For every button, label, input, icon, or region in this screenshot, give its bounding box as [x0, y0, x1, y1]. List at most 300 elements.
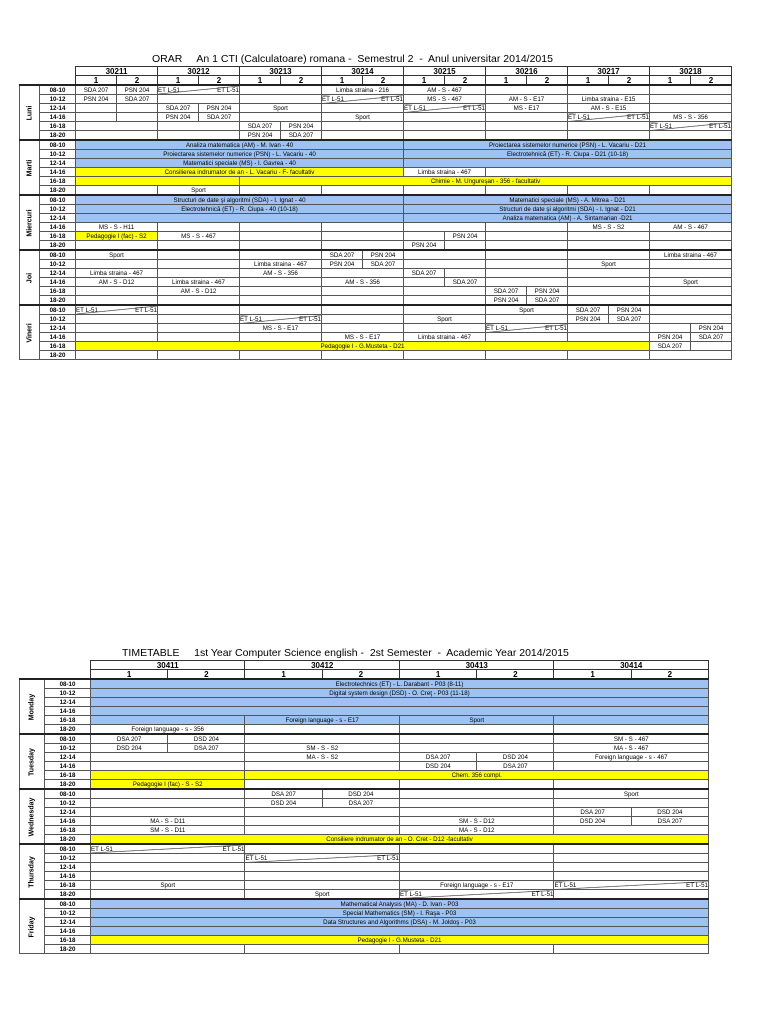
class-cell — [650, 95, 732, 104]
class-cell — [76, 324, 158, 333]
class-cell: Electrotehnică (ET) - R. Ciupa - 40 (10-18) — [76, 205, 404, 214]
lab-cell: ET L-51 ET L-51 — [486, 324, 567, 332]
lab-cell: ET L-51 ET L-51 — [322, 95, 403, 103]
class-cell — [322, 287, 404, 296]
class-cell — [240, 351, 322, 360]
class-cell: Foreign language - s - 467 — [554, 753, 709, 762]
class-cell — [568, 287, 650, 296]
class-cell: AM - S - E17 — [486, 95, 568, 104]
class-cell: Sport — [322, 113, 404, 122]
class-cell: Electrotehnică (ET) - R. Ciupa - D21 (10-18) — [404, 150, 732, 159]
subgroup-header: 1 — [399, 670, 476, 680]
class-cell: DSD 204 — [631, 808, 708, 817]
class-cell — [245, 734, 400, 744]
class-cell: PSN 204 — [650, 333, 691, 342]
class-cell: DSA 207 — [477, 762, 554, 771]
timetable-row — [20, 826, 709, 835]
class-cell — [322, 269, 404, 278]
class-cell — [399, 799, 554, 808]
time-slot: 08-10 — [40, 195, 76, 205]
class-cell: Pedagogie I (fac) - S2 — [76, 232, 158, 241]
class-cell — [554, 863, 709, 872]
class-cell: Pedagogie I (fac) - S - S2 — [90, 780, 245, 790]
timetable-row — [20, 945, 709, 954]
class-cell: MA - S - D11 — [90, 817, 245, 826]
class-cell — [404, 287, 486, 296]
class-cell — [404, 296, 486, 306]
group-header: 30412 — [245, 661, 400, 670]
timetable-row — [20, 287, 732, 296]
class-cell: Consiliere indrumator de an - O. Cret - D12 -facultativ — [90, 835, 708, 845]
class-cell — [554, 844, 709, 854]
timetable-row — [20, 771, 709, 780]
time-slot: 18-20 — [40, 241, 76, 251]
timetable-row — [20, 131, 732, 141]
day-label — [20, 844, 45, 899]
class-cell — [158, 269, 240, 278]
day-name: Friday — [28, 915, 36, 938]
class-cell — [404, 305, 486, 315]
class-cell: Sport — [554, 789, 709, 799]
class-cell — [158, 351, 240, 360]
time-slot: 10-12 — [40, 315, 76, 324]
subgroup-header: 2 — [168, 670, 245, 680]
class-cell — [399, 789, 554, 799]
romanian-timetable-title: ORAR An 1 CTI (Calculatoare) romana - Semestrul 2 - Anul universitar 2014/2015 — [152, 53, 553, 65]
class-cell — [158, 223, 240, 232]
class-cell — [650, 315, 732, 324]
header-corner — [20, 661, 91, 680]
class-cell — [650, 186, 732, 196]
class-cell: AM - S - E15 — [568, 104, 650, 113]
time-slot: 16-18 — [45, 881, 91, 890]
class-cell: Foreign language - s - 356 — [90, 725, 245, 735]
day-label — [20, 250, 40, 305]
subgroup-header: 2 — [631, 670, 708, 680]
class-cell — [486, 85, 568, 95]
class-cell: Foreign language - s - E17 — [399, 881, 554, 890]
time-slot: 18-20 — [40, 186, 76, 196]
timetable-row — [20, 762, 709, 771]
class-cell: DSA 207 — [245, 789, 322, 799]
subgroup-header: 1 — [554, 670, 631, 680]
class-cell — [486, 223, 568, 232]
time-slot: 08-10 — [45, 734, 91, 744]
class-cell: Structuri de date şi algoritmi (SDA) - I. Ignat - D21 — [404, 205, 732, 214]
day-name: Miercuri — [26, 208, 33, 237]
timetable-row — [20, 113, 732, 122]
timetable-row — [20, 315, 732, 324]
timetable-row — [20, 232, 732, 241]
time-slot: 10-12 — [45, 744, 91, 753]
lab-cell: ET L-51 ET L-51 — [240, 315, 321, 323]
class-cell — [322, 241, 404, 251]
class-cell — [650, 241, 732, 251]
class-cell: SDA 207 — [158, 104, 199, 113]
class-cell — [158, 250, 240, 260]
timetable-row — [20, 707, 709, 716]
class-cell: SDA 207 — [486, 287, 527, 296]
class-cell — [240, 95, 322, 104]
class-cell: SDA 207 — [691, 333, 732, 342]
timetable-row — [20, 844, 709, 854]
class-cell — [568, 241, 650, 251]
timetable-row — [20, 918, 709, 927]
timetable-row — [20, 159, 732, 168]
class-cell: AM - S - 467 — [404, 85, 486, 95]
class-cell — [90, 698, 708, 707]
class-cell: DSD 204 — [168, 734, 245, 744]
group-header: 30218 — [650, 67, 732, 76]
class-cell: Sport — [568, 260, 650, 269]
class-cell: Limba straina - 467 — [404, 168, 486, 177]
class-cell: Matematici speciale (MS) - I. Gavrea - 40 — [76, 159, 404, 168]
time-slot: 12-14 — [40, 269, 76, 278]
class-cell: AM - S - 356 — [240, 269, 322, 278]
class-cell — [245, 725, 400, 735]
timetable-row — [20, 744, 709, 753]
class-cell — [554, 826, 709, 835]
time-slot: 12-14 — [45, 753, 91, 762]
class-cell — [90, 716, 245, 725]
class-cell — [486, 260, 568, 269]
time-slot: 18-20 — [40, 351, 76, 360]
class-cell — [486, 278, 568, 287]
class-cell — [245, 863, 400, 872]
class-cell — [322, 223, 404, 232]
time-slot: 10-12 — [45, 854, 91, 863]
class-cell — [568, 351, 650, 360]
timetable-row — [20, 351, 732, 360]
class-cell: MS - S - S2 — [568, 223, 650, 232]
class-cell — [158, 305, 240, 315]
class-cell — [245, 808, 400, 817]
time-slot: 08-10 — [45, 789, 91, 799]
subgroup-header: 2 — [445, 76, 486, 86]
day-name: Joi — [26, 272, 33, 283]
class-cell: DSD 204 — [322, 789, 399, 799]
class-cell — [404, 324, 486, 333]
class-cell — [650, 324, 691, 333]
class-cell — [554, 799, 709, 808]
class-cell — [240, 186, 322, 196]
time-slot: 10-12 — [45, 909, 91, 918]
time-slot: 16-18 — [40, 232, 76, 241]
group-header: 30414 — [554, 661, 709, 670]
timetable-row — [20, 122, 732, 131]
class-cell: PSN 204 — [76, 95, 117, 104]
subgroup-header: 1 — [322, 76, 363, 86]
class-cell — [568, 122, 650, 131]
class-cell — [404, 278, 445, 287]
time-slot: 14-16 — [45, 817, 91, 826]
timetable-row — [20, 85, 732, 95]
class-cell — [76, 214, 404, 223]
class-cell: SDA 207 — [240, 122, 281, 131]
time-slot: 18-20 — [40, 131, 76, 141]
day-name: Vineri — [26, 322, 33, 343]
class-cell — [322, 305, 404, 315]
class-cell — [404, 351, 486, 360]
subgroup-header: 2 — [281, 76, 322, 86]
class-cell: MS - S - 467 — [158, 232, 240, 241]
class-cell: MA - S - 467 — [554, 744, 709, 753]
class-cell: Sport — [245, 890, 400, 900]
timetable-row — [20, 936, 709, 945]
class-cell: Sport — [240, 104, 322, 113]
timetable-row — [20, 333, 732, 342]
class-cell — [554, 716, 709, 725]
time-slot: 16-18 — [40, 177, 76, 186]
class-cell: PSN 204 — [158, 113, 199, 122]
class-cell — [76, 177, 240, 186]
group-header: 30217 — [568, 67, 650, 76]
timetable-row — [20, 241, 732, 251]
class-cell — [76, 186, 158, 196]
timetable-row — [20, 927, 709, 936]
romanian-timetable — [19, 66, 732, 360]
class-cell: Special Mathematics (SM) - I. Raşa - P03 — [90, 909, 708, 918]
class-cell: SDA 207 — [404, 269, 445, 278]
time-slot: 16-18 — [45, 771, 91, 780]
time-slot: 10-12 — [40, 205, 76, 214]
class-cell — [76, 287, 158, 296]
class-cell — [650, 305, 732, 315]
class-cell: PSN 204 — [568, 315, 609, 324]
group-header: 30413 — [399, 661, 554, 670]
class-cell: DSD 204 — [477, 753, 554, 762]
day-label — [20, 85, 40, 140]
time-slot: 12-14 — [40, 159, 76, 168]
group-header: 30411 — [90, 661, 245, 670]
class-cell: DSA 207 — [554, 808, 631, 817]
class-cell — [240, 241, 322, 251]
class-cell — [76, 131, 158, 141]
time-slot: 18-20 — [45, 835, 91, 845]
class-cell: SM - S - D12 — [399, 817, 554, 826]
class-cell: DSD 204 — [245, 799, 322, 808]
class-cell: Consilierea indrumator de an - L. Vacariu - F- facultativ — [76, 168, 404, 177]
time-slot: 12-14 — [40, 324, 76, 333]
lab-cell: ET L-51 ET L-51 — [158, 86, 239, 94]
timetable-row — [20, 817, 709, 826]
class-cell — [322, 351, 404, 360]
class-cell — [486, 315, 568, 324]
class-cell — [240, 296, 322, 306]
class-cell: PSN 204 — [527, 287, 568, 296]
class-cell: Pedagogie I - G.Musteta - D21 — [90, 936, 708, 945]
time-slot: 14-16 — [45, 762, 91, 771]
class-cell: PSN 204 — [404, 241, 445, 251]
timetable-row — [20, 679, 709, 689]
group-header: 30214 — [322, 67, 404, 76]
class-cell: SM - S - 467 — [554, 734, 709, 744]
class-cell: SDA 207 — [609, 315, 650, 324]
class-cell — [158, 296, 240, 306]
time-slot: 14-16 — [45, 872, 91, 881]
subgroup-header: 2 — [199, 76, 240, 86]
timetable-row — [20, 195, 732, 205]
class-cell — [76, 122, 158, 131]
class-cell: Analiza matematica (AM) - A. Sintamarian -D21 — [404, 214, 732, 223]
class-cell — [245, 780, 400, 790]
class-cell: Matematici speciale (MS) - A. Mitrea - D21 — [404, 195, 732, 205]
class-cell: SM - S - D11 — [90, 826, 245, 835]
class-cell — [650, 232, 732, 241]
subgroup-header: 2 — [691, 76, 732, 86]
day-name: Wednesday — [28, 797, 36, 836]
class-cell — [568, 131, 650, 141]
class-cell — [445, 241, 486, 251]
timetable-row — [20, 780, 709, 790]
class-cell: SDA 207 — [650, 342, 691, 351]
class-cell: SDA 207 — [76, 85, 117, 95]
time-slot: 14-16 — [40, 278, 76, 287]
class-cell — [486, 131, 568, 141]
class-cell: Structuri de date şi algoritmi (SDA) - I. Ignat - 40 — [76, 195, 404, 205]
time-slot: 10-12 — [45, 689, 91, 698]
timetable-row — [20, 799, 709, 808]
header-corner — [20, 67, 76, 86]
class-cell — [90, 771, 245, 780]
class-cell: Proiectarea sistemelor numerice (PSN) - L. Vacariu - D21 — [404, 140, 732, 150]
class-cell — [486, 113, 568, 122]
class-cell — [90, 707, 708, 716]
class-cell — [117, 113, 158, 122]
class-cell: Sport — [399, 716, 554, 725]
class-cell — [404, 223, 486, 232]
time-slot: 18-20 — [45, 725, 91, 735]
group-header: 30215 — [404, 67, 486, 76]
timetable-row — [20, 854, 709, 863]
subgroup-header: 2 — [477, 670, 554, 680]
class-cell — [399, 734, 554, 744]
time-slot: 18-20 — [45, 780, 91, 790]
class-cell — [404, 131, 486, 141]
class-cell: Limba straina - 216 — [322, 85, 404, 95]
class-cell — [399, 725, 554, 735]
time-slot: 08-10 — [40, 85, 76, 95]
timetable-row — [20, 296, 732, 306]
time-slot: 12-14 — [40, 104, 76, 113]
class-cell: Sport — [404, 315, 486, 324]
timetable-row — [20, 177, 732, 186]
class-cell — [691, 342, 732, 351]
class-cell — [240, 287, 322, 296]
timetable-row — [20, 186, 732, 196]
class-cell — [76, 104, 117, 113]
class-cell — [90, 872, 245, 881]
class-cell — [554, 872, 709, 881]
class-cell: Limba straina - 467 — [76, 269, 158, 278]
timetable-row — [20, 716, 709, 725]
timetable-row — [20, 168, 732, 177]
lab-cell: ET L-51 ET L-51 — [404, 104, 485, 112]
class-cell — [486, 186, 568, 196]
time-slot: 10-12 — [40, 95, 76, 104]
class-cell — [554, 762, 709, 771]
time-slot: 14-16 — [45, 927, 91, 936]
time-slot: 18-20 — [45, 945, 91, 954]
lab-cell: ET L-51 ET L-51 — [90, 845, 245, 853]
class-cell — [568, 232, 650, 241]
class-cell — [322, 104, 404, 113]
class-cell: AM - S - 356 — [322, 278, 404, 287]
subgroup-header: 1 — [240, 76, 281, 86]
day-label — [20, 899, 45, 954]
class-cell — [445, 269, 486, 278]
class-cell — [554, 890, 709, 900]
class-cell — [404, 186, 486, 196]
class-cell — [650, 296, 732, 306]
class-cell: AM - S - D12 — [76, 278, 158, 287]
class-cell — [568, 269, 650, 278]
time-slot: 10-12 — [40, 260, 76, 269]
class-cell: Mathematical Analysis (MA) - D. Ivan - P03 — [90, 899, 708, 909]
class-cell — [554, 854, 709, 863]
subgroup-header: 1 — [158, 76, 199, 86]
class-cell — [568, 85, 650, 95]
class-cell — [322, 232, 404, 241]
class-cell: Chimie - M. Ungureşan - 356 - facultativ — [240, 177, 732, 186]
timetable-row — [20, 734, 709, 744]
class-cell — [399, 854, 554, 863]
time-slot: 16-18 — [40, 342, 76, 351]
day-label — [20, 734, 45, 789]
timetable-row — [20, 808, 709, 817]
class-cell: PSN 204 — [199, 104, 240, 113]
time-slot: 14-16 — [40, 168, 76, 177]
lab-cell: ET L-51 ET L-51 — [554, 881, 708, 889]
timetable-row — [20, 260, 732, 269]
timetable-row — [20, 205, 732, 214]
class-cell — [245, 817, 400, 826]
class-cell: SDA 207 — [445, 278, 486, 287]
class-cell — [650, 131, 732, 141]
class-cell: Sport — [76, 250, 158, 260]
class-cell: DSA 207 — [322, 799, 399, 808]
class-cell — [554, 945, 709, 954]
lab-cell: ET L-51 ET L-51 — [399, 890, 554, 898]
class-cell: PSN 204 — [117, 85, 158, 95]
timetable-row — [20, 278, 732, 287]
class-cell: PSN 204 — [691, 324, 732, 333]
english-timetable-title: TIMETABLE 1st Year Computer Science english - 2st Semester - Academic Year 2014/2015 — [122, 647, 569, 659]
class-cell: DSD 204 — [399, 762, 476, 771]
class-cell — [399, 872, 554, 881]
timetable-row — [20, 890, 709, 900]
class-cell — [322, 186, 404, 196]
class-cell — [158, 241, 240, 251]
class-cell — [404, 250, 486, 260]
class-cell — [486, 122, 568, 131]
timetable-row — [20, 872, 709, 881]
class-cell — [568, 278, 650, 287]
class-cell — [240, 113, 322, 122]
class-cell — [240, 85, 322, 95]
time-slot: 14-16 — [40, 223, 76, 232]
class-cell: SDA 207 — [199, 113, 240, 122]
class-cell: Limba straina - 467 — [240, 260, 322, 269]
class-cell — [240, 223, 322, 232]
time-slot: 12-14 — [45, 808, 91, 817]
time-slot: 08-10 — [45, 679, 91, 689]
class-cell: MA - S - D12 — [399, 826, 554, 835]
class-cell — [90, 927, 708, 936]
subgroup-header: 1 — [245, 670, 322, 680]
lab-cell: ET L-51 ET L-51 — [245, 854, 399, 862]
class-cell — [404, 260, 486, 269]
